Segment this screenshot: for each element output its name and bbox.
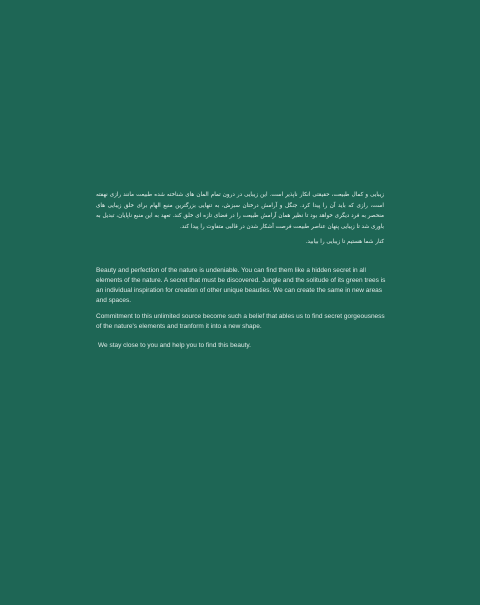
english-paragraph-3: We stay close to you and help you to find this beauty. — [98, 342, 251, 349]
english-paragraph-1: Beauty and perfection of the nature is undeniable. You can find them like a hidden secret in all elements of the nature. A secret that must be discovered. Jungle and the solitude of its green trees is an individual inspiration for creation of other unique beauties. We can create the same in new areas and spaces. — [96, 267, 386, 304]
persian-tagline: کنار شما هستیم تا زیبایی را بیابید. — [305, 239, 384, 245]
persian-paragraph: زیبایی و کمال طبیعت، حقیقتی انکار ناپذیر است. این زیبایی در درون تمام المان های شناخته شده طبیعت مانند رازی نهفته است، رازی که باید آن را پیدا کرد. جنگل و آرامش درختان سبزش، به تنهایی بزرگترین منبع الهام برای خلق زیبایی های منحصر به فرد دیگری خواهد بود تا نظیر همان آرامش طبیعت را در فضای تازه ای خلق کند. تعهد به این منبع ناپایان، تبدیل به باوری شد تا زیبایی پنهان عناصر طبیعت فرصت آشکار شدن در قالبی متفاوت را پیدا کند. — [96, 192, 384, 230]
english-paragraph-2: Commitment to this unlimited source become such a belief that ables us to find secret gorgeousness of the nature's elements and tranform it into a new shape. — [96, 313, 385, 330]
persian-text-block — [96, 190, 384, 232]
english-text-block — [96, 266, 386, 351]
